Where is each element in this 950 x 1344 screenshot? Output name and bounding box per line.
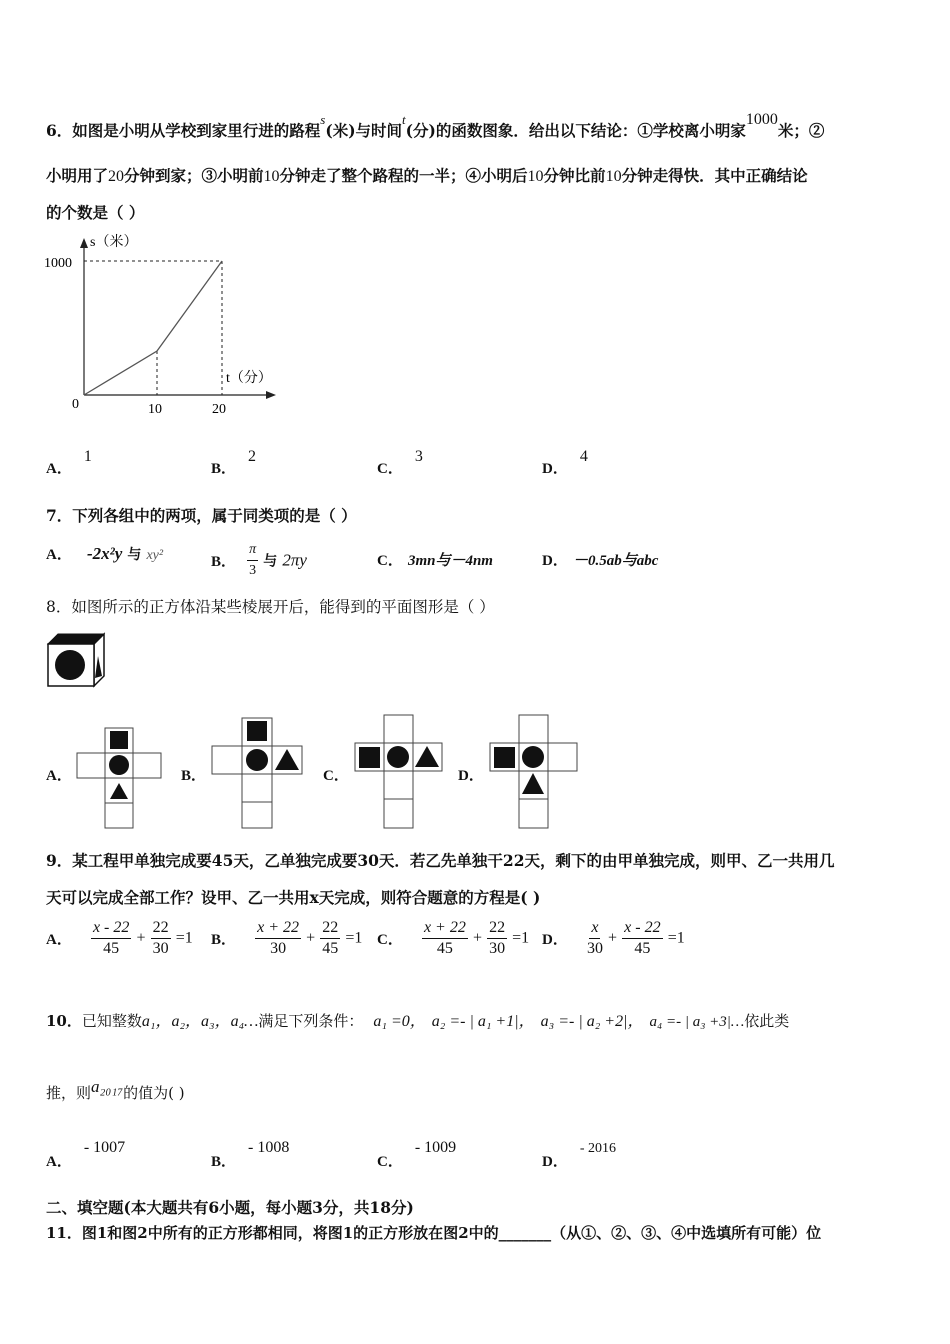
q6-l2-a: 小明用了 (46, 166, 109, 185)
q6-text-2: (米)与时间 (325, 121, 403, 141)
q6-l2-b: 分钟到家；③小明前 (124, 166, 264, 185)
fraction-2 (151, 918, 171, 959)
q9-option-b[interactable] (211, 918, 362, 959)
x-axis-label: t（分） (226, 371, 272, 386)
triangle-icon (522, 773, 544, 794)
q7-option-c[interactable] (377, 549, 493, 570)
frac-num: 22 (487, 918, 507, 939)
circle-icon (246, 749, 268, 771)
sequence-terms: a₁，a₂，a₃，a₄… (141, 1013, 259, 1030)
pi-over-3 (247, 540, 258, 581)
q6-10c: 10 (605, 168, 622, 185)
condition-2: a₂ =- | a₁ +1|， (431, 1013, 535, 1030)
q6-line1 (46, 111, 825, 141)
q10-text-2: 满足下列条件： (258, 1012, 364, 1030)
option-letter: C． (377, 932, 403, 948)
option-letter: D． (542, 553, 568, 569)
option-letter: B． (181, 768, 207, 784)
x-tick-20: 20 (212, 402, 226, 417)
distance-time-graph (40, 230, 280, 420)
q9-line1: 9．某工程甲单独完成要45天，乙单独完成要30天．若乙先单独干22天，剩下的由甲单独完成，则甲、乙一共用几 (46, 851, 835, 870)
equals-one: =1 (345, 929, 363, 947)
option-value: - 2016 (579, 1141, 617, 1156)
q6-option-c[interactable] (377, 445, 423, 477)
option-letter: A． (46, 547, 72, 563)
q10-option-d[interactable] (542, 1136, 617, 1170)
q7-option-d[interactable] (542, 549, 658, 570)
q6-text-3: (分)的函数图象．给出以下结论：①学校离小明家 (405, 121, 746, 141)
fraction-1 (91, 918, 131, 959)
square-icon (359, 747, 380, 768)
q6-option-b[interactable] (211, 445, 257, 477)
frac-num: x + 22 (255, 918, 301, 939)
q10-l2-b: 的值为( ) (123, 1084, 185, 1102)
q10-l2-a: 推，则 (46, 1084, 92, 1102)
circle-icon (522, 746, 544, 768)
q7-stem: 7．下列各组中的两项，属于同类项的是（ ） (46, 506, 357, 525)
option-letter: A． (46, 461, 72, 477)
frac-num: x - 22 (91, 918, 131, 939)
fraction-2 (487, 918, 507, 959)
t-variable: t (402, 112, 406, 127)
option-letter: C． (377, 553, 403, 569)
q6-line2 (46, 164, 808, 186)
equals-one: =1 (512, 929, 530, 947)
fraction-1 (255, 918, 301, 959)
a-2017: a₂₀₁₇ (91, 1077, 124, 1096)
section2-title: 二、填空题(本大题共有6小题，每小题3分，共18分) (46, 1198, 414, 1217)
q9-option-a[interactable] (46, 918, 193, 959)
q9-option-c[interactable] (377, 918, 529, 959)
expr-a2: xy² (146, 548, 164, 563)
plus-sign: + (136, 929, 146, 947)
q8-stem: 8．如图所示的正方体沿某些棱展开后，能得到的平面图形是（ ） (46, 598, 495, 616)
equals-one: =1 (667, 929, 685, 947)
square-icon (110, 731, 128, 749)
plus-sign: + (472, 929, 482, 947)
fraction-2 (320, 918, 340, 959)
x-axis-arrow (266, 391, 276, 399)
q6-l2-e: 分钟走得快．其中正确结论 (621, 166, 808, 185)
x-tick-10: 10 (148, 402, 162, 417)
q8-option-d-label[interactable] (458, 764, 484, 785)
q10-text-1: 已知整数 (81, 1012, 142, 1030)
option-letter: D． (542, 461, 568, 477)
option-value: 3 (414, 448, 423, 465)
option-letter: C． (377, 1154, 403, 1170)
plus-sign: + (306, 929, 316, 947)
option-text: －0.5ab与abc (572, 553, 659, 569)
q10-number: 10． (46, 1012, 82, 1030)
equals-one: =1 (175, 929, 193, 947)
graph-line (84, 261, 222, 395)
frac-num: 22 (320, 918, 340, 939)
q6-line3: 的个数是（ ） (46, 203, 145, 222)
frac-den: 30 (586, 940, 603, 957)
option-text: 3mn与－4nm (407, 553, 493, 569)
s-variable: s (320, 112, 326, 127)
q10-line1 (46, 1008, 789, 1031)
triangle-icon (415, 746, 439, 767)
q6-text-4: 米；② (777, 121, 825, 141)
square-icon (247, 721, 267, 741)
circle-icon (387, 746, 409, 768)
net-option-a[interactable] (74, 726, 164, 830)
option-value: - 1007 (83, 1139, 126, 1156)
option-value: - 1008 (248, 1139, 290, 1156)
net-option-c[interactable] (352, 713, 446, 831)
net-option-b[interactable] (207, 715, 307, 830)
option-letter: A． (46, 768, 72, 784)
q7-option-a[interactable] (46, 543, 163, 579)
option-letter: B． (211, 1154, 237, 1170)
circle-icon (55, 650, 85, 680)
option-value: 4 (579, 448, 588, 465)
circle-icon (109, 755, 129, 775)
cube-side (94, 634, 104, 686)
distance-value: 1000 (745, 111, 778, 128)
expr-a1: -2x²y (86, 544, 123, 563)
y-axis-label: s（米） (90, 235, 138, 250)
frac-den: 3 (249, 563, 257, 578)
triangle-icon (110, 783, 128, 799)
net-option-d[interactable] (487, 713, 581, 831)
frac-den: 45 (634, 940, 651, 957)
option-letter: B． (211, 932, 237, 948)
q6-l2-c: 分钟走了整个路程的一半；④小明后 (279, 166, 528, 185)
q10-option-c[interactable] (377, 1136, 457, 1170)
square-icon (494, 747, 515, 768)
q6-10b: 10 (527, 168, 544, 185)
q10-option-a[interactable] (46, 1136, 126, 1170)
q6-option-a[interactable] (46, 445, 92, 477)
frac-num: x - 22 (622, 918, 662, 939)
q8-option-a-label[interactable] (46, 764, 72, 785)
y-axis-arrow (80, 238, 88, 248)
q6-option-d[interactable] (542, 445, 588, 477)
option-value: 1 (83, 448, 92, 465)
q7-option-b[interactable] (211, 540, 307, 581)
q10-option-b[interactable] (211, 1136, 290, 1170)
cube-figure (44, 630, 108, 690)
option-letter: A． (46, 1154, 72, 1170)
frac-den: 30 (489, 940, 506, 957)
frac-den: 45 (103, 940, 120, 957)
option-letter: C． (377, 461, 403, 477)
q6-l2-d: 分钟比前 (543, 166, 606, 185)
condition-4: a₄ =- | a₃ +3|… (649, 1014, 745, 1030)
expr-b2: 2πy (282, 550, 307, 570)
option-value: - 1009 (414, 1139, 457, 1156)
q10-text-3: 依此类 (744, 1012, 790, 1030)
q10-line2 (46, 1077, 185, 1103)
option-letter: D． (542, 932, 568, 948)
origin-label: 0 (72, 397, 79, 412)
condition-3: a₃ =- | a₂ +2|， (540, 1013, 644, 1030)
option-letter: B． (211, 554, 237, 570)
fraction-2 (622, 918, 662, 959)
frac-den: 30 (270, 940, 287, 957)
frac-den: 30 (152, 940, 169, 957)
q9-line2: 天可以完成全部工作？设甲、乙一共用x天完成，则符合题意的方程是( ) (46, 888, 541, 907)
option-value: 2 (248, 448, 257, 465)
q8-option-c-label[interactable] (323, 764, 349, 785)
option-letter: D． (542, 1154, 568, 1170)
triangle-icon (275, 749, 299, 770)
frac-num: π (247, 540, 258, 561)
q6-text-1: 6．如图是小明从学校到家里行进的路程 (46, 121, 321, 141)
fraction-1 (422, 918, 468, 959)
yu: 与 (127, 547, 142, 563)
y-tick-1000: 1000 (44, 256, 72, 271)
frac-num: 22 (151, 918, 171, 939)
q6-10a: 10 (263, 168, 280, 185)
frac-num: x (589, 918, 600, 939)
q8-option-b-label[interactable] (181, 764, 206, 785)
q6-20: 20 (108, 168, 125, 185)
option-letter: A． (46, 932, 72, 948)
condition-1: a₁ =0， (373, 1013, 426, 1030)
option-letter: B． (211, 461, 237, 477)
option-letter: C． (323, 768, 349, 784)
q11-line1: 11．图1和图2中所有的正方形都相同，将图1的正方形放在图2中的_______（从①、②、③、④中选填所有可能）位 (46, 1224, 822, 1242)
q9-option-d[interactable] (542, 918, 685, 959)
plus-sign: + (608, 929, 618, 947)
frac-den: 45 (436, 940, 453, 957)
yu: 与 (263, 553, 278, 570)
frac-num: x + 22 (422, 918, 468, 939)
option-letter: D． (458, 768, 484, 784)
frac-den: 45 (322, 940, 339, 957)
fraction-1 (587, 918, 603, 959)
